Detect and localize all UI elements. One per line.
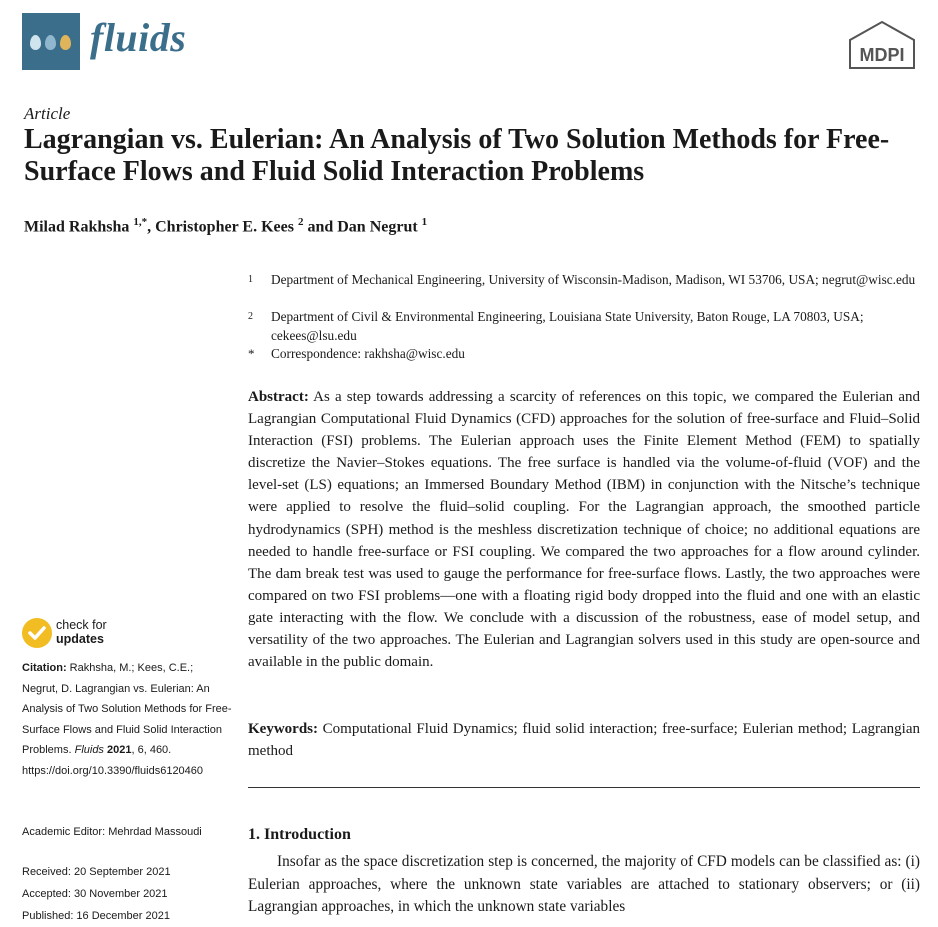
keywords-text: Computational Fluid Dynamics; fluid solid interaction; free-surface; Eulerian method; Lagrangian method (248, 721, 921, 759)
drop-icon (45, 35, 56, 50)
author-name[interactable]: Milad Rakhsha (24, 218, 130, 236)
received-date: Received: 20 September 2021 (22, 866, 171, 878)
correspondence (248, 344, 920, 363)
academic-editor: Academic Editor: Mehrdad Massoudi (22, 826, 202, 838)
author-name[interactable]: Dan Negrut (337, 218, 418, 236)
abstract (248, 386, 920, 673)
affiliation-text: Department of Civil & Environmental Engineering, Louisiana State University, Baton Rouge, LA 70803, USA; cekees@lsu.edu (271, 309, 864, 343)
affiliation-ref: 1, (133, 216, 142, 228)
citation-journal: Fluids (74, 744, 104, 756)
author-joiner: and (307, 218, 334, 236)
affiliation-mark: 2 (248, 311, 253, 322)
drop-icon (60, 35, 71, 50)
check-updates-link[interactable] (56, 618, 107, 646)
published-date: Published: 16 December 2021 (22, 910, 170, 922)
affiliation-text: Department of Mechanical Engineering, University of Wisconsin-Madison, Madison, WI 53706, USA; negrut@wisc.edu (271, 272, 916, 287)
article-title: Lagrangian vs. Eulerian: An Analysis of Two Solution Methods for Free-Surface Flows and Fluid Solid Interaction Problems (24, 124, 890, 187)
publisher-name: MDPI (859, 45, 905, 65)
affiliation-ref: 1 (421, 216, 428, 228)
journal-logo (22, 13, 80, 70)
check-updates-icon[interactable] (22, 618, 52, 648)
citation-year: 2021 (107, 744, 132, 756)
affiliation (248, 270, 920, 308)
citation-doi[interactable]: , 6, 460. https://doi.org/10.3390/fluids6120460 (22, 744, 204, 777)
affiliation-mark: 1 (248, 274, 253, 285)
affiliation (248, 307, 920, 345)
affiliation-mark: * (248, 346, 255, 361)
mdpi-logo (846, 20, 918, 72)
drop-icon (30, 35, 41, 50)
check-updates-line1: check for (56, 618, 107, 632)
affiliation-ref: 2 (297, 216, 304, 228)
check-updates-line2: updates (56, 632, 104, 646)
journal-name: fluids (90, 15, 187, 60)
intro-paragraph: Insofar as the space discretization step is concerned, the majority of CFD models can be classified as: (i) Eulerian approaches, where the unknown state variables are attached to stationary observers; or (ii) Lagrangian approaches, in which the unknown state variables (248, 853, 920, 915)
citation-label: Citation: (22, 662, 67, 674)
article-type: Article (24, 104, 71, 123)
citation-block (22, 658, 232, 781)
correspondence-text: Correspondence: rakhsha@wisc.edu (271, 346, 465, 361)
author-name[interactable]: Christopher E. Kees (155, 218, 294, 236)
section-heading: 1. Introduction (248, 826, 351, 843)
keywords (248, 718, 920, 762)
citation-text: Rakhsha, M.; Kees, C.E.; Negrut, D. Lagrangian vs. Eulerian: An Analysis of Two Solution Methods for Free-Surface Flows and Fluid Solid Interaction Problems. (22, 662, 232, 756)
abstract-label: Abstract: (248, 389, 309, 405)
accepted-date: Accepted: 30 November 2021 (22, 888, 168, 900)
abstract-text: As a step towards addressing a scarcity of references on this topic, we compared the Eulerian and Lagrangian Computational Fluid Dynamics (CFD) approaches for the solution of free-surface and Fluid–Solid Interaction (FSI) problems. The Eulerian approach uses the Finite Element Method (FEM) to spatially discretize the Navier–Stokes equations. The free surface is handled via the volume-of-fluid (VOF) and the level-set (LS) equations; an Immersed Boundary Method (IBM) in conjunction with the Nitsche’s technique were applied to resolve the fluid–solid coupling. For the Lagrangian approach, the smoothed particle hydrodynamics (SPH) method is the meshless discretization technique of choice; no additional equations are needed to handle free-surface or FSI coupling. We compared the two approaches for a flow around cylinder. The dam break test was used to gauge the performance for free-surface flows. Lastly, the two approaches were compared on two FSI problems—one with a floating rigid body dropped into the fluid and one with an elastic gate interacting with the flow. We conclude with a discussion of the robustness, ease of model setup, and versatility of the two approaches. The Eulerian and Lagrangian solvers used in this study are open-source and available in the public domain. (248, 389, 920, 671)
corresponding-mark: * (141, 216, 148, 228)
section-divider (248, 787, 920, 788)
author-list: Milad Rakhsha $^{1,*}$, Christopher E. Kees $^2$ and Dan Negrut $^1$ (24, 216, 428, 236)
keywords-label: Keywords: (248, 721, 318, 737)
